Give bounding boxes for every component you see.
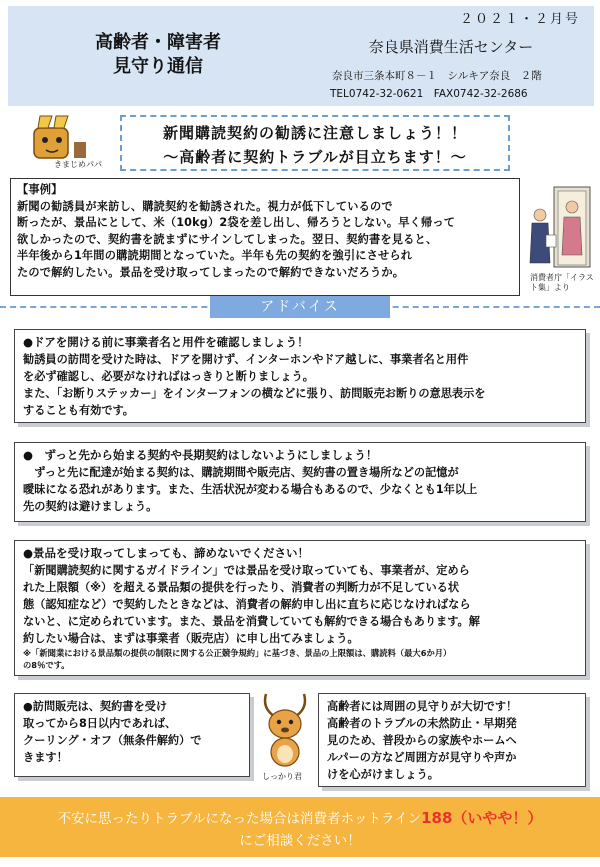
illustration-caption: 消費者庁「イラスト集」より <box>530 273 594 292</box>
footer-line1 <box>0 807 600 828</box>
advice-line: ずっと先に配達が始まる契約は、購読期間や販売店、契約書の置き場所などの記憶が <box>23 466 459 479</box>
address: 奈良市三条本町８－１ シルキア奈良 ２階 <box>332 70 542 82</box>
header-title-panel <box>8 6 308 106</box>
advice-line: ●訪問販売は、契約書を受け <box>23 700 168 713</box>
advice-line: 高齢者には周囲の見守りが大切です！ <box>327 700 518 713</box>
advice-line: ないと、に定められています。また、景品を消費していても解約できる場合もあります。解 <box>23 615 480 628</box>
case-line: 断ったが、景品にとして、米（10kg）2袋を差し出し、帰ろうとしない。早く帰って <box>17 216 456 230</box>
header-info-panel <box>308 6 594 106</box>
advice-line: を必ず確認し、必要がなければはっきりと断りましょう。 <box>23 370 314 383</box>
advice-line: けを心がけましょう。 <box>327 768 439 781</box>
shikkari-kun-mascot <box>256 690 314 785</box>
issue-date: ２０２１・２月号 <box>459 12 580 27</box>
advice-line: することも有効です。 <box>23 404 134 417</box>
case-line: 欲しかったので、契約書を読まずにサインしてしまった。翌日、契約書を見ると、 <box>17 232 438 246</box>
kimajime-papa-mascot <box>12 112 112 172</box>
shikkari-kun-label: しっかり君 <box>262 772 302 781</box>
advice-line: 先の契約は避けましょう。 <box>23 500 158 513</box>
main-title-line2: ～高齢者に契約トラブルが目立ちます！～ <box>163 148 467 166</box>
case-line: 新聞の勧誘員が来訪し、購読契約を勧誘された。視力が低下しているので <box>17 199 393 213</box>
shikkari-kun-icon <box>256 690 314 770</box>
advice-box-long-term <box>14 442 586 522</box>
phone-fax: TEL0742-32-0621 FAX0742-32-2686 <box>330 88 528 100</box>
advice-line: また、「お断りステッカー」をインターフォンの横などに張り、訪問販売お断りの意思表示を <box>23 387 486 400</box>
advice-line: 取ってから8日以内であれば、 <box>23 717 177 730</box>
main-title-box <box>120 115 510 171</box>
advice-box-watch-over <box>318 693 586 787</box>
advice-heading: ● ずっと先から始まる契約や長期契約はしないようにしましょう！ <box>23 448 378 462</box>
advice-heading: ●景品を受け取ってしまっても、諦めないでください！ <box>23 546 310 560</box>
footer-line2: にご相談ください！ <box>239 833 361 849</box>
advice-box-door-check <box>14 329 586 423</box>
kimajime-papa-label: きまじめパパ <box>54 160 102 169</box>
advice-line: れた上限額（※）を超える景品類の提供を行ったり、消費者の判断力が不足している状 <box>23 581 460 594</box>
case-heading: 【事例】 <box>17 183 63 196</box>
advice-box-cooling-off <box>14 693 250 777</box>
case-box <box>10 178 520 296</box>
advice-label: アドバイス <box>210 296 390 318</box>
newsletter-title-line2: 見守り通信 <box>113 56 203 77</box>
advice-line: クーリング・オフ（無条件解約）で <box>23 734 202 747</box>
door-illustration <box>528 185 596 297</box>
hotline-number: 188（いやや！） <box>421 809 543 827</box>
main-title-line1: 新聞購読契約の勧誘に注意しましょう！！ <box>162 124 467 142</box>
advice-line: 見のため、普段からの家族やホームヘ <box>327 734 517 747</box>
case-line: たので解約したい。景品を受け取ってしまったので解約できないだろうか。 <box>17 265 405 279</box>
advice-line: 勧誘員の訪問を受けた時は、ドアを開けず、インターホンやドア越しに、事業者名と用件 <box>23 353 469 366</box>
advice-box-premium <box>14 540 586 676</box>
case-line: 半年後から1年間の購読期間となっていた。半年も先の契約を強引にさせられ <box>17 249 413 263</box>
hotline-footer <box>0 797 600 857</box>
advice-note: ※「新聞業における景品類の提供の制限に関する公正競争規約」に基づき、景品の上限額は、購読料（最大6か月） <box>23 648 452 658</box>
newsletter-title-line1: 高齢者・障害者 <box>95 32 221 53</box>
advice-line: 態（認知症など）で契約したときなどは、消費者の解約申し出に直ちに応じなければなら <box>23 598 471 611</box>
door-visitor-icon <box>528 185 596 273</box>
advice-line: ルパーの方など周囲方が見守りや声か <box>327 751 517 764</box>
advice-line: きます！ <box>23 751 68 764</box>
advice-line: 高齢者のトラブルの未然防止・早期発 <box>327 717 517 730</box>
center-name: 奈良県消費生活センター <box>368 38 534 56</box>
advice-line: 曖昧になる恐れがあります。また、生活状況が変わる場合もあるので、少なくとも1年以上 <box>23 483 478 496</box>
kimajime-papa-icon <box>12 112 112 162</box>
footer-line1-text: 不安に思ったりトラブルになった場合は消費者ホットライン <box>57 811 422 827</box>
advice-heading: ●ドアを開ける前に事業者名と用件を確認しましょう！ <box>23 335 309 349</box>
advice-line: 「新聞購読契約に関するガイドライン」では景品を受け取っていても、事業者が、定めら <box>23 564 470 577</box>
advice-note: の8％です。 <box>23 660 70 670</box>
advice-line: 約したい場合は、まずは事業者（販売店）に申し出てみましょう。 <box>23 632 359 645</box>
